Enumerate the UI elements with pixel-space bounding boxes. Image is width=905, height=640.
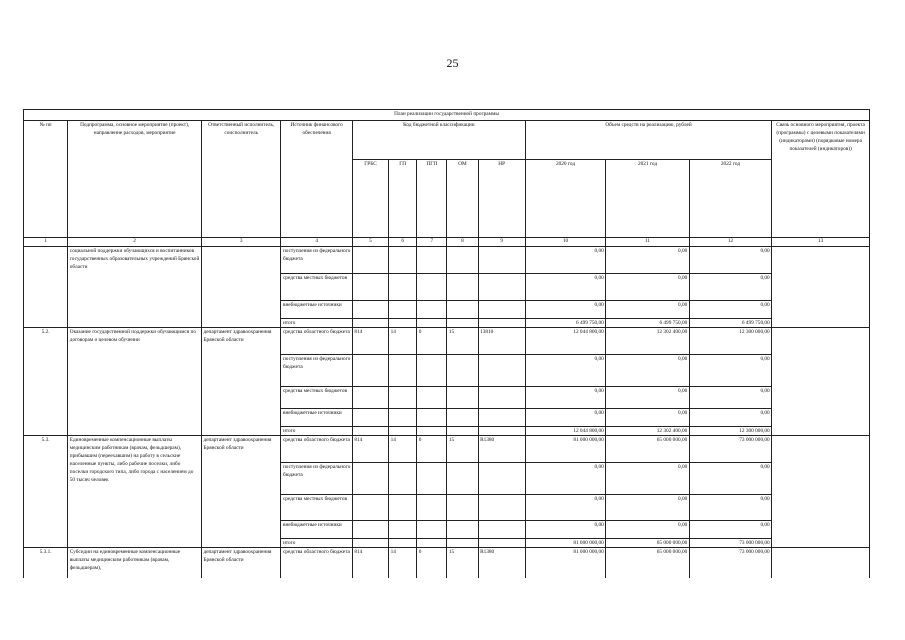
amount-2022: 0,00	[689, 387, 771, 409]
column-number: 3	[202, 238, 281, 247]
header-pgp: ПГП	[417, 160, 447, 238]
amount-2021: 12 302 400,00	[606, 427, 689, 436]
amount-2020: 0,00	[525, 247, 605, 274]
header-gp: ГП	[389, 160, 417, 238]
header-2021: 2021 год	[606, 160, 689, 238]
code-nr: R1380	[478, 436, 525, 463]
item-number	[24, 247, 68, 328]
amount-2021: 65 000 000,00	[606, 539, 689, 548]
amount-2022: 0,00	[689, 521, 771, 539]
amount-2020: 0,00	[525, 521, 605, 539]
program-plan-table	[23, 109, 870, 578]
amount-2022: 73 000 000,00	[689, 539, 771, 548]
code-nr: R1380	[478, 548, 525, 578]
page-number: 25	[446, 56, 459, 70]
item-name: Единовременные компенсационные выплаты медицинским работникам (врачам, фельдшерам), прибывшим (переехавшим) на работу в сельские населенные пункты, либо рабочие поселки, либо поселки городского типа, либо города с населением до 50 тысяч человек	[68, 436, 202, 548]
amount-2022: 73 000 000,00	[689, 548, 771, 578]
amount-2021: 0,00	[606, 521, 689, 539]
item-number: 5.2.	[24, 328, 68, 436]
header-sources: Источник финансового обеспечения	[281, 121, 352, 238]
item-executor: департамент здравоохранения Брянской области	[202, 548, 281, 578]
code-grbs: 814	[352, 328, 388, 355]
amount-2021: 0,00	[606, 387, 689, 409]
code-gp: 14	[389, 436, 417, 463]
column-number: 9	[478, 238, 525, 247]
amount-2020: 81 000 000,00	[525, 548, 605, 578]
code-om: 15	[447, 328, 478, 355]
header-num: № пп	[24, 121, 68, 238]
amount-2022: 0,00	[689, 495, 771, 521]
item-executor	[202, 247, 281, 328]
item-name: социальной поддержки обучающихся и воспитанников государственных образовательных учреждений Брянской области	[68, 247, 202, 328]
code-grbs: 814	[352, 436, 388, 463]
amount-2020: 0,00	[525, 463, 605, 495]
funding-source: средства областного бюджета	[281, 328, 352, 355]
amount-2020: 0,00	[525, 274, 605, 301]
code-pgp: 0	[417, 328, 447, 355]
funding-source: итого	[281, 427, 352, 436]
funding-source: внебюджетные источники	[281, 409, 352, 427]
funding-source: поступления из федерального бюджета	[281, 463, 352, 495]
code-grbs: 814	[352, 548, 388, 578]
header-budget-code: Код бюджетной классификации	[352, 121, 525, 160]
header-executor: Ответственный исполнитель, соисполнитель	[202, 121, 281, 238]
code-pgp: 0	[417, 436, 447, 463]
code-pgp: 0	[417, 548, 447, 578]
indicator-link	[772, 548, 870, 578]
amount-2021: 0,00	[606, 355, 689, 387]
amount-2021: 65 000 000,00	[606, 548, 689, 578]
amount-2021: 0,00	[606, 247, 689, 274]
amount-2022: 6 499 750,00	[689, 319, 771, 328]
column-number: 5	[352, 238, 388, 247]
amount-2020: 0,00	[525, 301, 605, 319]
column-number: 1	[24, 238, 68, 247]
amount-2021: 0,00	[606, 301, 689, 319]
amount-2020: 12 044 800,00	[525, 427, 605, 436]
amount-2021: 0,00	[606, 495, 689, 521]
item-number: 5.3.	[24, 436, 68, 548]
item-number: 5.3.1.	[24, 548, 68, 578]
header-2020: 2020 год	[525, 160, 605, 238]
header-om: ОМ	[447, 160, 478, 238]
amount-2021: 0,00	[606, 463, 689, 495]
code-om: 15	[447, 548, 478, 578]
amount-2021: 65 000 000,00	[606, 436, 689, 463]
column-number: 2	[68, 238, 202, 247]
column-number: 12	[689, 238, 771, 247]
indicator-link	[772, 436, 870, 548]
amount-2020: 0,00	[525, 409, 605, 427]
funding-source: внебюджетные источники	[281, 521, 352, 539]
header-name: Подпрограмма, основное мероприятие (проект), направление расходов, мероприятие	[68, 121, 202, 238]
column-number: 7	[417, 238, 447, 247]
amount-2022: 0,00	[689, 247, 771, 274]
amount-2020: 12 044 800,00	[525, 328, 605, 355]
amount-2020: 81 000 000,00	[525, 539, 605, 548]
amount-2021: 6 499 750,00	[606, 319, 689, 328]
amount-2022: 0,00	[689, 409, 771, 427]
amount-2022: 12 300 000,00	[689, 328, 771, 355]
item-executor: департамент здравоохранения Брянской области	[202, 436, 281, 548]
code-gp: 14	[389, 328, 417, 355]
header-2022: 2022 год	[689, 160, 771, 238]
amount-2021: 0,00	[606, 409, 689, 427]
header-volume: Объем средств на реализацию, рублей	[525, 121, 771, 160]
amount-2020: 0,00	[525, 495, 605, 521]
header-grbs: ГРБС	[352, 160, 388, 238]
column-number: 6	[389, 238, 417, 247]
code-nr: 13810	[478, 328, 525, 355]
code-gp: 14	[389, 548, 417, 578]
amount-2020: 0,00	[525, 355, 605, 387]
amount-2022: 12 300 000,00	[689, 427, 771, 436]
amount-2020: 0,00	[525, 387, 605, 409]
funding-source: средства областного бюджета	[281, 436, 352, 463]
header-nr: НР	[478, 160, 525, 238]
header-link: Связь основного мероприятия, проекта (программы) с целевыми показателями (индикаторами) (порядковые номера показателей (индикаторов))	[772, 121, 870, 238]
funding-source: средства местных бюджетов	[281, 274, 352, 301]
item-name: Субсидии на единовременные компенсационные выплаты медицинским работникам (врачам, фельдшерам),	[68, 548, 202, 578]
amount-2022: 0,00	[689, 301, 771, 319]
funding-source: поступления из федерального бюджета	[281, 355, 352, 387]
code-om: 15	[447, 436, 478, 463]
amount-2021: 12 302 400,00	[606, 328, 689, 355]
item-name: Оказание государственной поддержки обучающимся по договорам о целевом обучении	[68, 328, 202, 436]
column-number: 11	[606, 238, 689, 247]
funding-source: средства областного бюджета	[281, 548, 352, 578]
indicator-link	[772, 247, 870, 328]
funding-source: итого	[281, 539, 352, 548]
funding-source: поступления из федерального бюджета	[281, 247, 352, 274]
funding-source: внебюджетные источники	[281, 301, 352, 319]
column-number: 10	[525, 238, 605, 247]
amount-2020: 81 000 000,00	[525, 436, 605, 463]
funding-source: средства местных бюджетов	[281, 495, 352, 521]
column-number: 13	[772, 238, 870, 247]
column-number: 4	[281, 238, 352, 247]
amount-2022: 73 000 000,00	[689, 436, 771, 463]
indicator-link	[772, 328, 870, 436]
amount-2022: 0,00	[689, 274, 771, 301]
amount-2020: 6 499 750,00	[525, 319, 605, 328]
item-executor: департамент здравоохранения Брянской области	[202, 328, 281, 436]
table-title: План реализации государственной программы	[24, 110, 870, 121]
amount-2022: 0,00	[689, 463, 771, 495]
amount-2021: 0,00	[606, 274, 689, 301]
column-number: 8	[447, 238, 478, 247]
amount-2022: 0,00	[689, 355, 771, 387]
funding-source: итого	[281, 319, 352, 328]
funding-source: средства местных бюджетов	[281, 387, 352, 409]
